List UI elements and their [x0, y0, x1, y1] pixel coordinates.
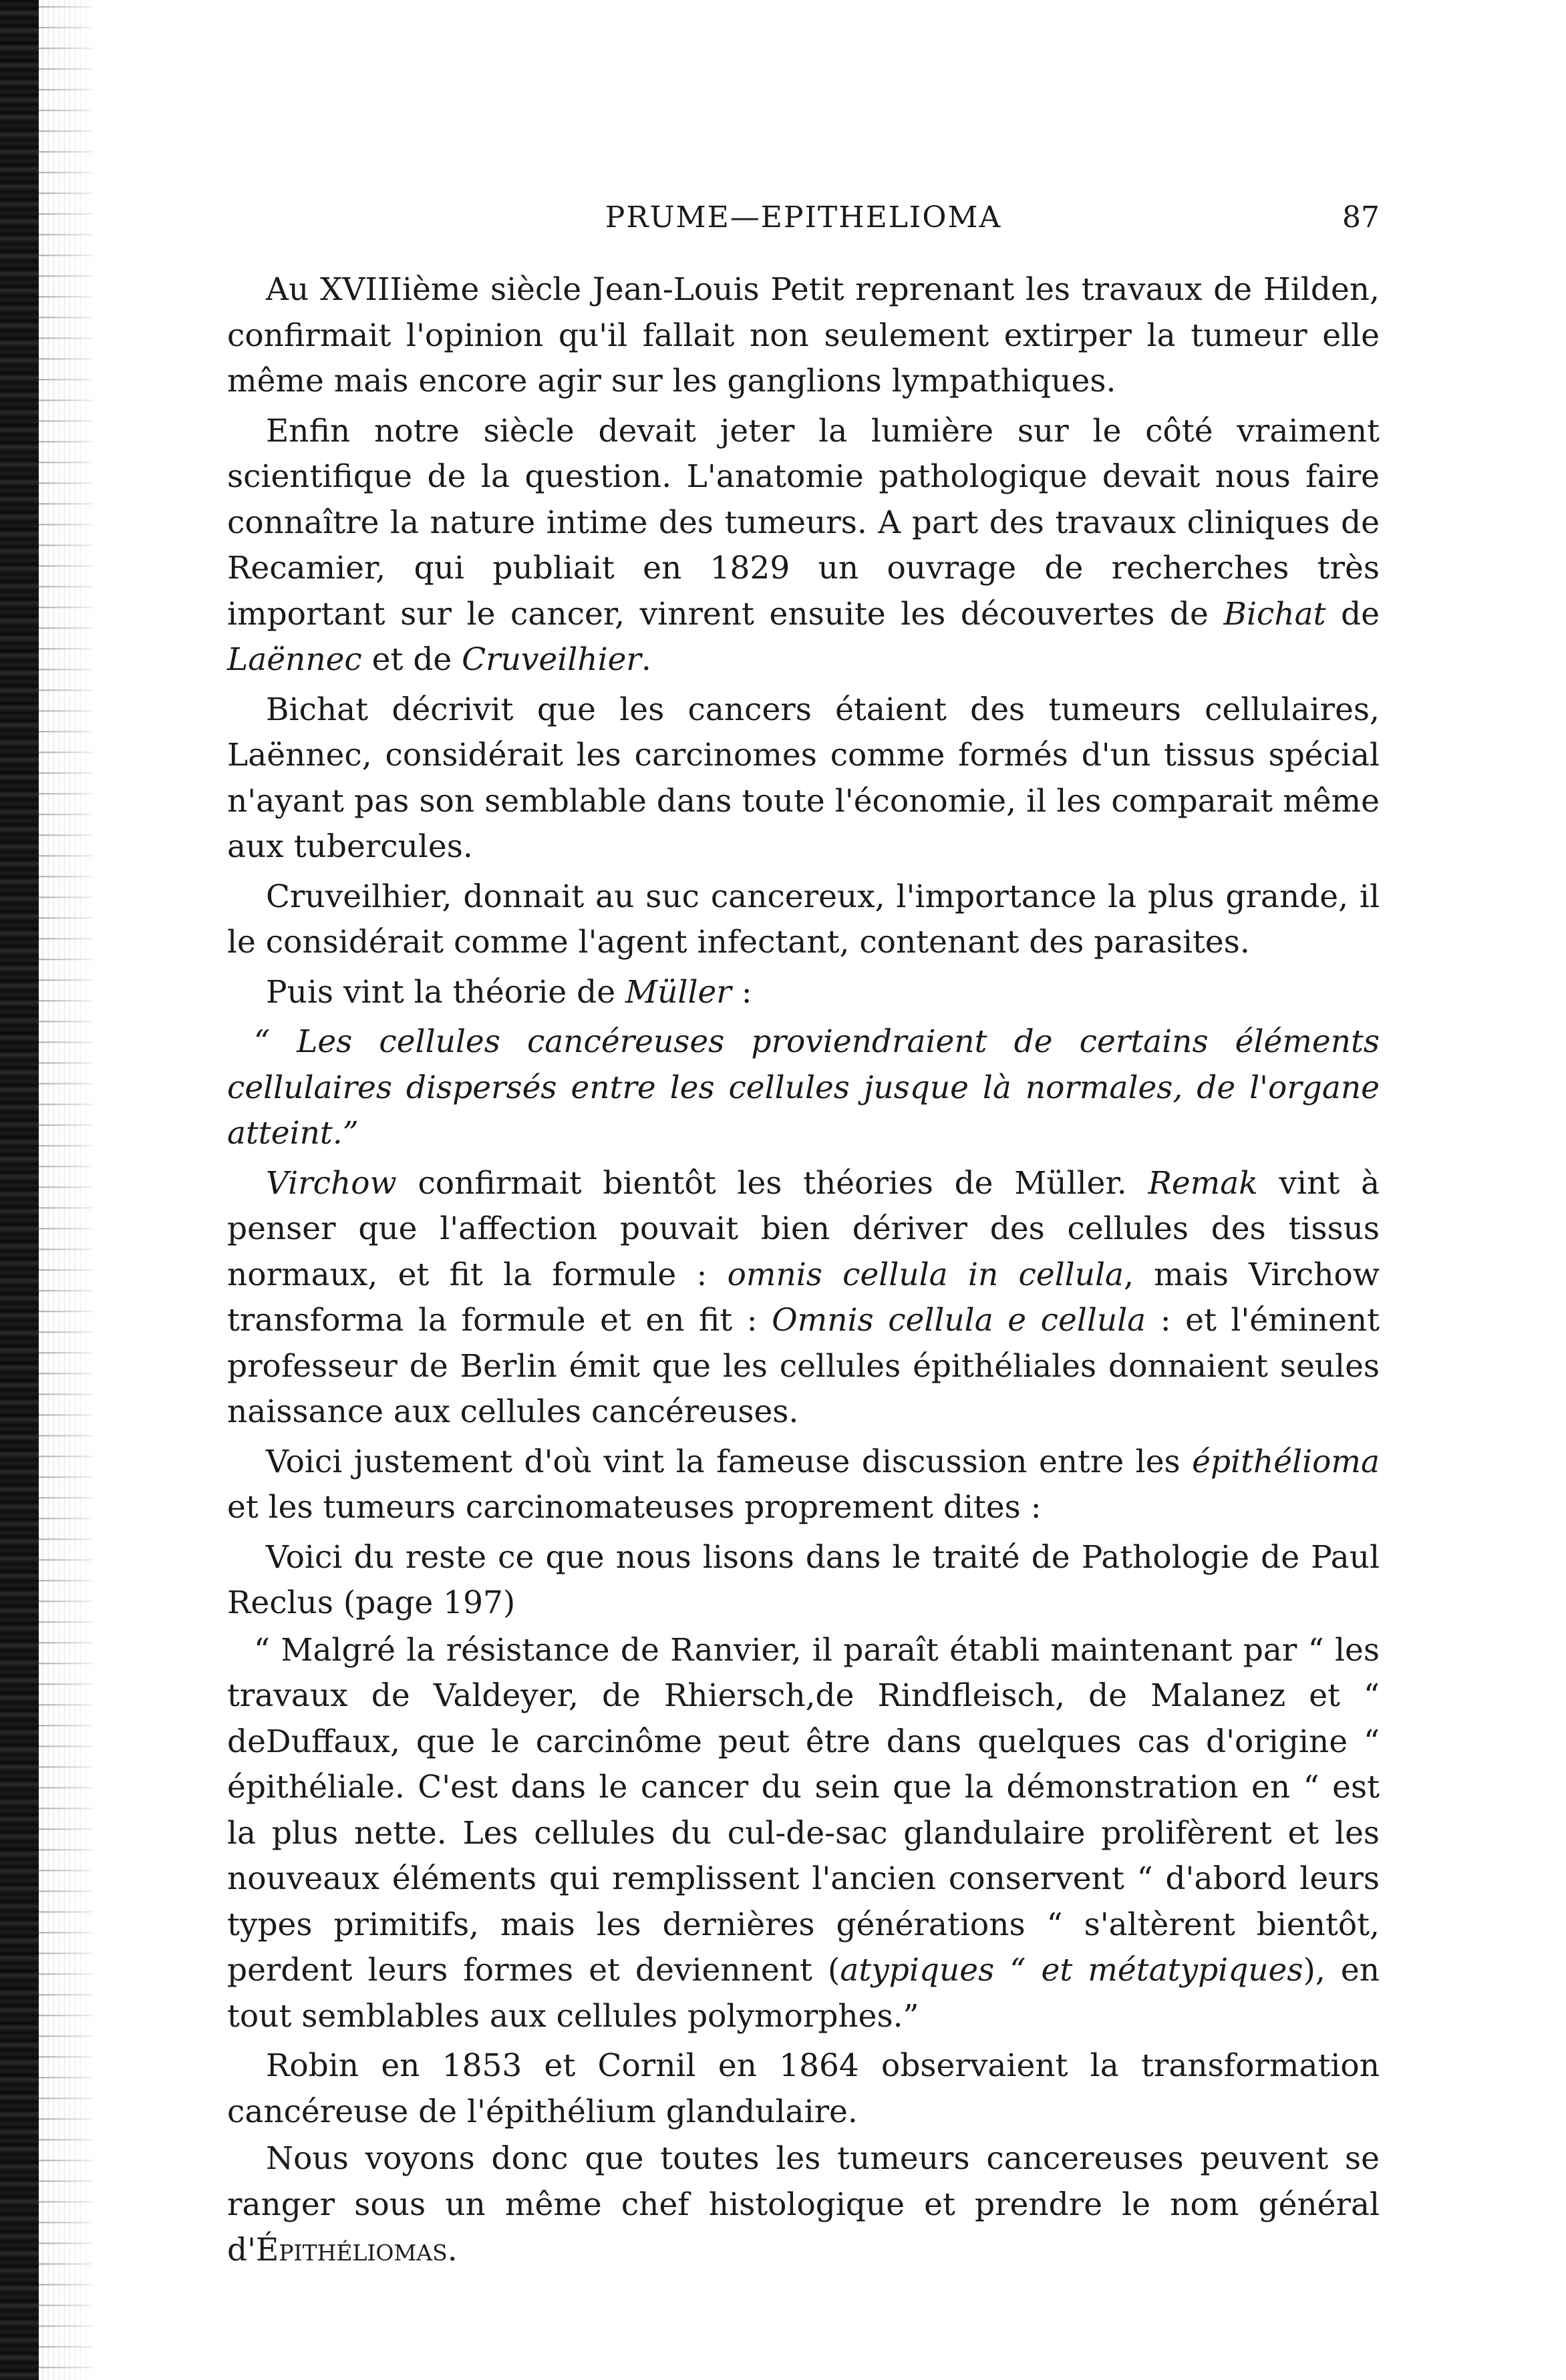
- name-virchow: Virchow: [266, 1164, 397, 1202]
- paragraph-text: Cruveilhier, donnait au suc cancereux, l'importance la plus grande, il le considérait comme l'agent infectant, contenant des parasites.: [227, 878, 1380, 961]
- paragraph-conclusion: [227, 2136, 1380, 2274]
- paragraph-bichat: [227, 687, 1380, 870]
- running-title: PRUME—EPITHELIOMA: [605, 200, 1002, 234]
- quote-muller: [227, 1019, 1380, 1157]
- name-remak: Remak: [1148, 1164, 1258, 1202]
- formula-e-cellula: Omnis cellula e cellula: [772, 1302, 1146, 1339]
- paragraph-text: Au XVIIIième siècle Jean-Louis Petit reprenant les travaux de Hilden, confirmait l'opinion qu'il fallait non seulement extirper la tumeur elle même mais encore agir sur les ganglions lympathiques.: [227, 271, 1380, 399]
- paragraph-text: Bichat décrivit que les cancers étaient des tumeurs cellulaires, Laënnec, considérait les carcinomes comme formés d'un tissus spécial n'ayant pas son semblable dans toute l'économie, il les comparait même aux tubercules.: [227, 691, 1380, 865]
- name-bichat: Bichat: [1223, 595, 1326, 633]
- name-muller: Müller: [625, 973, 732, 1011]
- paragraph-virchow: [227, 1161, 1380, 1435]
- paragraph-text: et de: [361, 641, 462, 678]
- paragraph-text: confirmait bientôt les théories de Müller.: [396, 1164, 1148, 1202]
- paragraph-text: Robin en 1853 et Cornil en 1864 observaient la transformation cancéreuse de l'épithélium glandulaire.: [227, 2047, 1380, 2130]
- page-header: [227, 200, 1380, 247]
- paragraph-text: de: [1325, 595, 1380, 633]
- page-body: [227, 267, 1380, 2278]
- paragraph-text: et les tumeurs carcinomateuses proprement dites :: [227, 1489, 1042, 1526]
- paragraph-text: : et l'éminent professeur de Berlin émit que les cellules épithéliales donnaient seules naissance aux cellules cancéreuses.: [227, 1302, 1380, 1430]
- paragraph-text: Enfin notre siècle devait jeter la lumière sur le côté vraiment scientifique de la question. L'anatomie pathologique devait nous faire connaître la nature intime des tumeurs. A part des travaux cliniques de Recamier, qui publiait en 1829 un ouvrage de recherches très important sur le cancer, vinrent ensuite les découvertes de: [227, 412, 1380, 633]
- paragraph-cruveilhier: [227, 874, 1380, 966]
- paragraph-text: :: [731, 973, 752, 1011]
- paragraph-petit: [227, 267, 1380, 405]
- paragraph-text: .: [447, 2232, 458, 2268]
- term-atypiques: atypiques “ et métatypiques: [840, 1952, 1303, 1989]
- paragraph-reclus-intro: [227, 1535, 1380, 1627]
- paragraph-text: , mais Virchow transforma la formule et en fit :: [227, 1256, 1380, 1339]
- paragraph-discussion: [227, 1439, 1380, 1531]
- paragraph-text: .: [641, 641, 651, 678]
- name-laennec: Laënnec: [227, 641, 362, 678]
- scan-binding-edge: [0, 0, 39, 2380]
- paragraph-text: vint à penser que l'affection pouvait bien dériver des cellules des tissus normaux, et fit la formule :: [227, 1164, 1380, 1293]
- page-number: 87: [1342, 200, 1380, 234]
- name-cruveilhier: Cruveilhier: [462, 641, 641, 678]
- paragraph-text: Nous voyons donc que toutes les tumeurs cancereuses peuvent se ranger sous un même chef histologique et prendre le nom général d': [227, 2140, 1380, 2268]
- formula-in-cellula: omnis cellula in cellula: [727, 1256, 1124, 1293]
- paragraph-text: Voici du reste ce que nous lisons dans le traité de Pathologie de Paul Reclus (page 197): [227, 1538, 1380, 1621]
- term-epitheliomas: Épithéliomas: [256, 2232, 448, 2268]
- paragraph-text: Puis vint la théorie de: [266, 973, 626, 1011]
- paragraph-robin: [227, 2043, 1380, 2135]
- scan-binding-shadow: [39, 0, 92, 2380]
- quote-text: ), en tout semblables aux cellules polymorphes.”: [227, 1952, 1380, 2035]
- paragraph-text: Voici justement d'où vint la fameuse discussion entre les: [266, 1443, 1193, 1480]
- quote-text: “ Malgré la résistance de Ranvier, il paraît établi maintenant par “ les travaux de Valdeyer, de Rhiersch,de Rindfleisch, de Malanez et “ deDuffaux, que le carcinôme peut être dans quelques cas d'origine “ épithéliale. C'est dans le cancer du sein que la démonstration en “ est la plus nette. Les cellules du cul-de-sac glandulaire prolifèrent et les nouveaux éléments qui remplissent l'ancien conservent “ d'abord leurs types primitifs, mais les dernières générations “ s'altèrent bientôt, perdent leurs formes et deviennent (: [227, 1631, 1380, 1989]
- paragraph-muller-intro: [227, 970, 1380, 1016]
- term-epithelioma: épithélioma: [1192, 1443, 1380, 1480]
- quote-reclus: [227, 1628, 1380, 2040]
- paragraph-enfin: [227, 409, 1380, 683]
- quote-text: “ Les cellules cancéreuses proviendraient de certains éléments cellulaires dispersés entre les cellules jusque là normales, de l'organe atteint.”: [227, 1023, 1380, 1152]
